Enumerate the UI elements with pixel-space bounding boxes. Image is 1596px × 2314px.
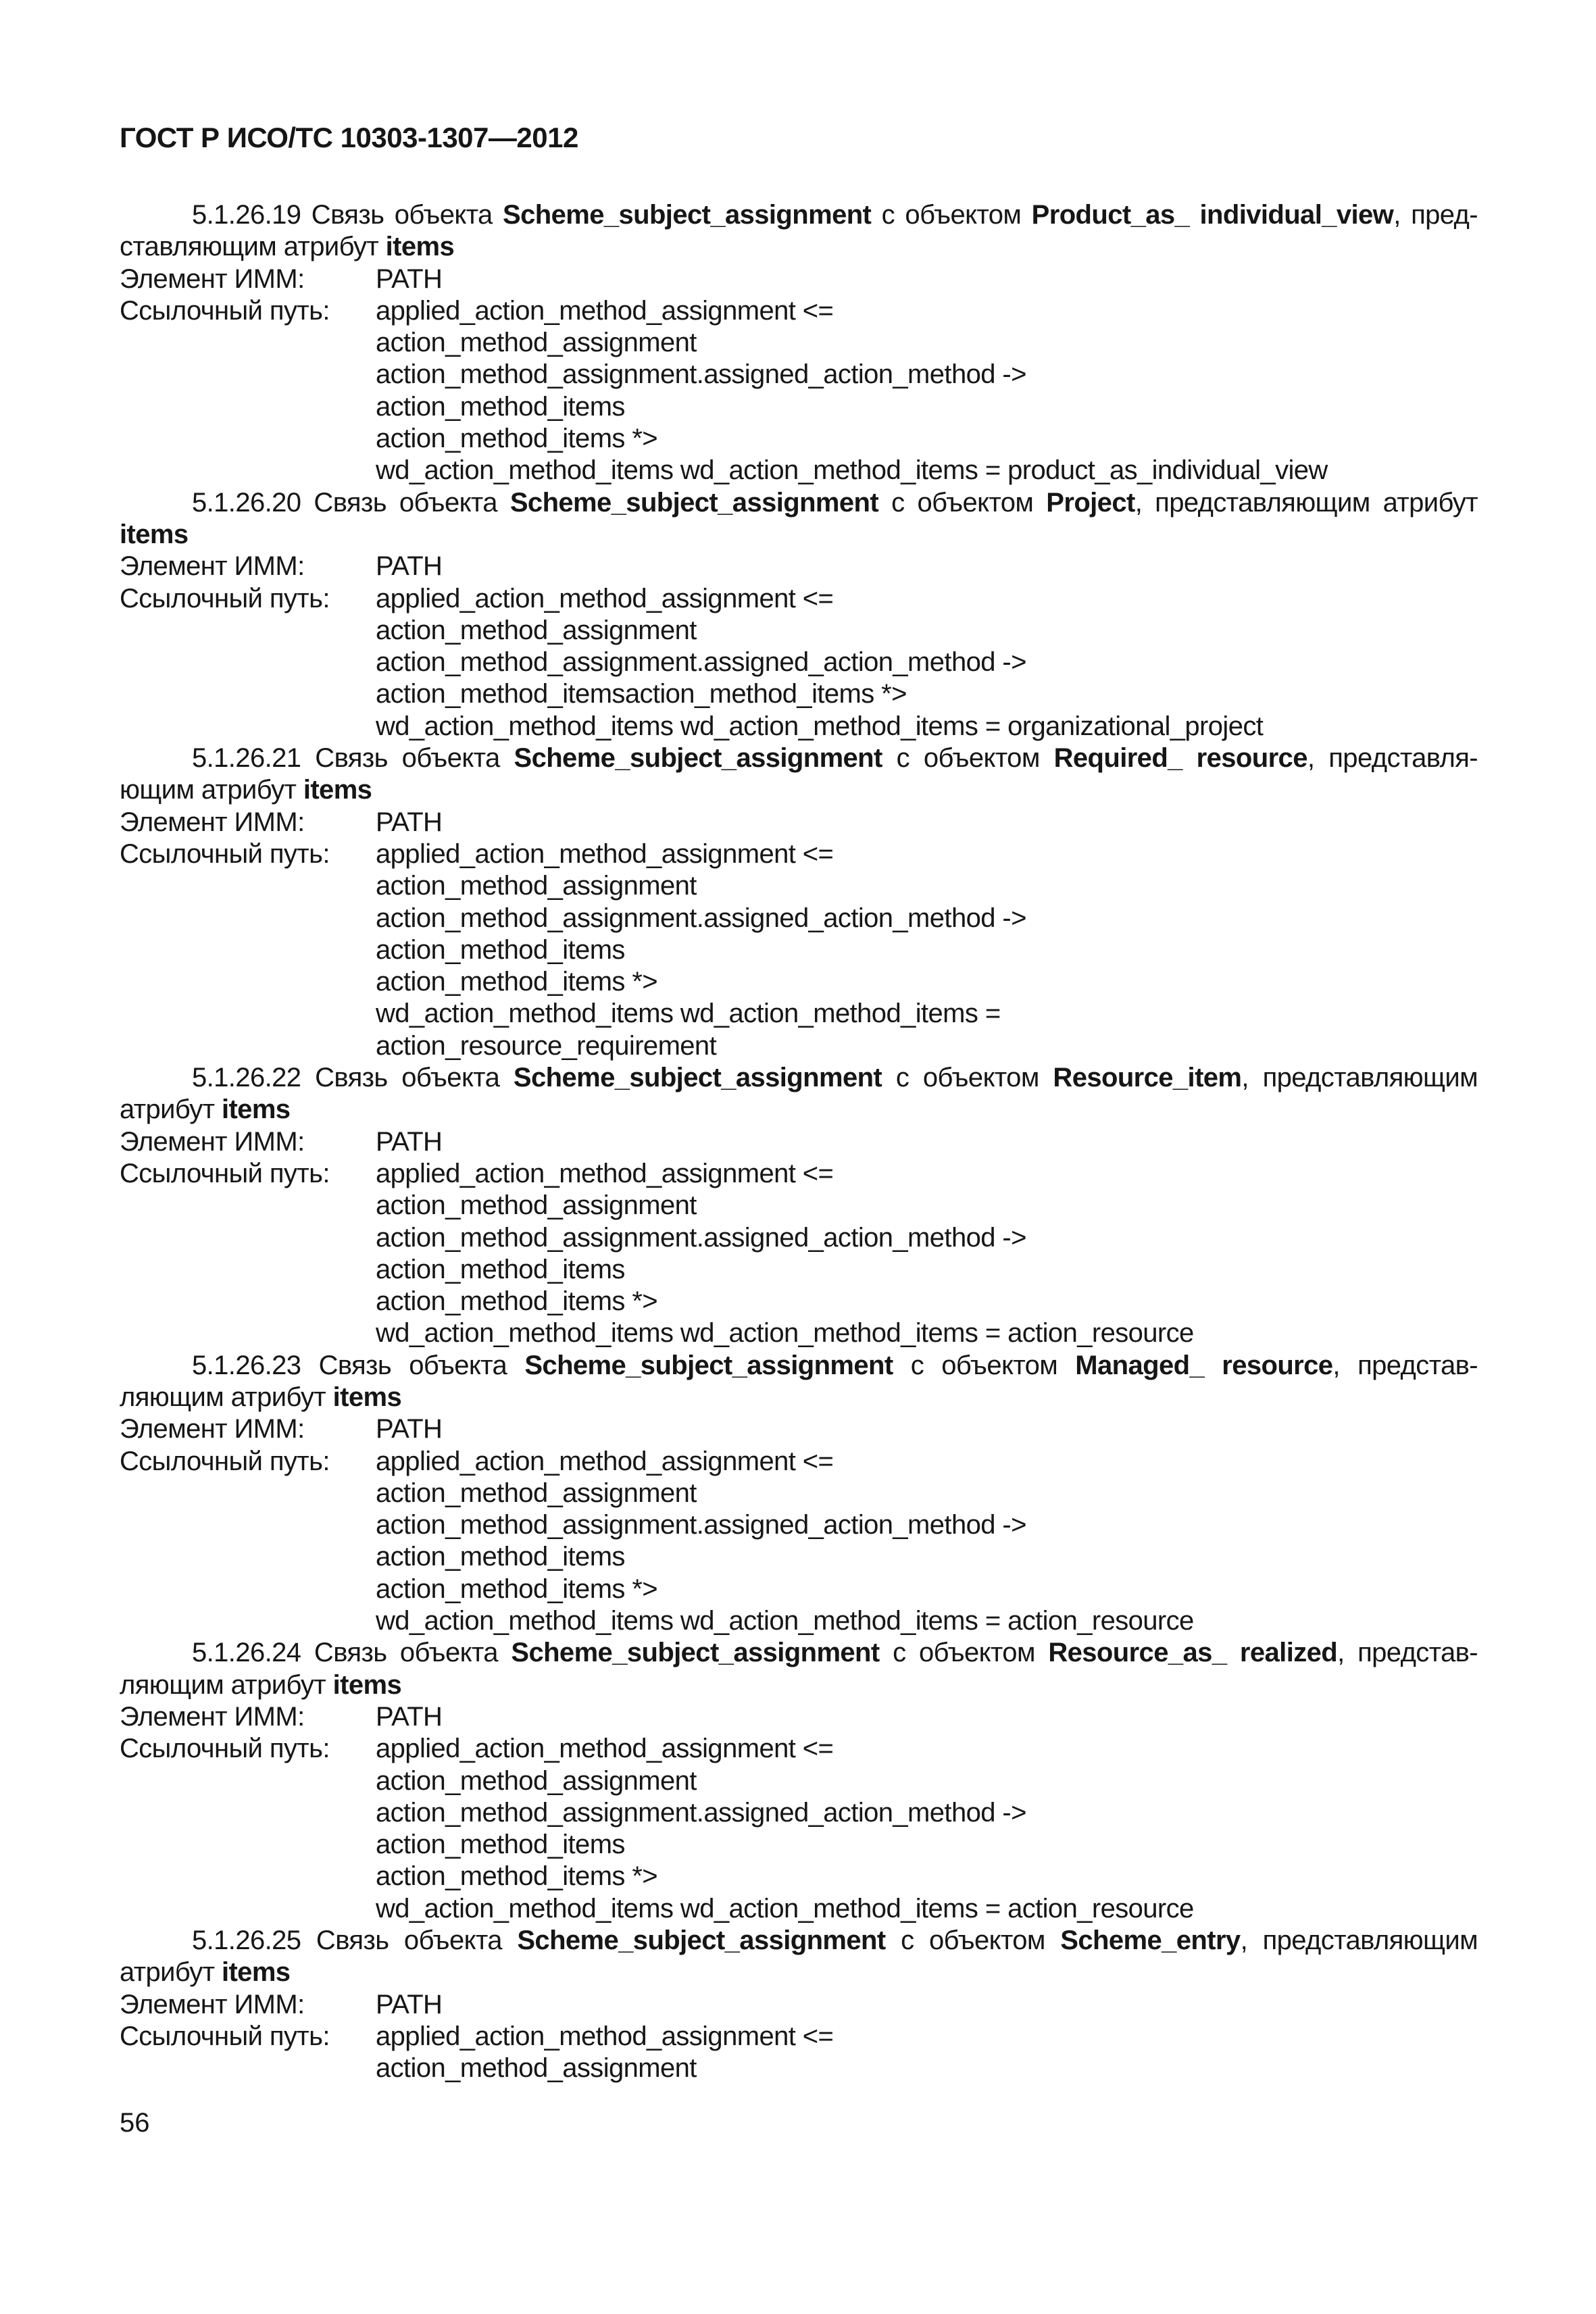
clause-text: атрибут [120,1957,222,1988]
clause-heading-line [120,1925,1478,1957]
reference-path-label: Ссылочный путь: [120,1734,330,1764]
reference-path-label: Ссылочный путь: [120,838,330,869]
clause-text: , представляющим атрибут [1134,487,1478,518]
reference-path-label: Ссылочный путь: [120,583,330,613]
clause-section [120,199,1478,487]
reference-path-line: action_method_items [376,934,625,965]
clause-heading-continuation [120,1669,1478,1701]
element-label: Элемент ИММ: [120,807,305,837]
reference-path-continuation [120,1317,1478,1349]
reference-path-continuation [120,1574,1478,1605]
element-value: PATH [376,807,443,837]
reference-path-line: action_method_items *> [376,1574,658,1604]
clause-number: 5.1.26.23 [192,1350,301,1380]
clause-heading-continuation [120,231,1478,263]
element-row [120,1126,1478,1158]
reference-path-line: action_method_items [376,1254,625,1284]
reference-path-line: action_method_items *> [376,967,658,997]
reference-path-label: Ссылочный путь: [120,1446,330,1476]
target-entity-name: Product_as_ individual_view [1031,200,1394,230]
reference-path-continuation [120,327,1478,359]
attribute-name: items [221,1957,291,1988]
reference-path-line: applied_action_method_assignment <= [376,1158,834,1188]
clause-section [120,1062,1478,1350]
entity-name: Scheme_subject_assignment [511,1638,880,1668]
clause-text: с объектом [885,1926,1061,1956]
reference-path-continuation [120,359,1478,391]
element-label: Элемент ИММ: [120,1701,305,1732]
element-row [120,1701,1478,1733]
clause-text: Связь объекта [301,1063,514,1093]
clause-heading-line [120,199,1478,231]
element-value: PATH [376,1989,443,2019]
clause-text: , представля- [1307,743,1478,774]
clause-heading-line [120,1062,1478,1094]
element-label: Элемент ИММ: [120,1126,305,1157]
reference-path-continuation [120,1861,1478,1892]
reference-path-line: applied_action_method_assignment <= [376,2021,834,2051]
entity-name: Scheme_subject_assignment [503,200,872,230]
reference-path-line: action_method_assignment [376,615,697,645]
entity-name: Scheme_subject_assignment [513,1063,882,1093]
clause-text: ющим атрибут [120,775,303,805]
clause-heading-continuation [120,1957,1478,1988]
reference-path-continuation [120,1222,1478,1254]
clause-text: с объектом [879,1638,1049,1668]
reference-path-line: wd_action_method_items wd_action_method_items = action_resource [376,1606,1194,1636]
element-row [120,1413,1478,1445]
clause-number: 5.1.26.19 [192,200,301,230]
reference-path-row [120,838,1478,870]
element-row [120,1989,1478,2021]
clause-text: ляющим атрибут [120,1382,333,1412]
target-entity-name: Project [1046,487,1135,518]
target-entity-name: Resource_item [1053,1063,1242,1093]
clause-number: 5.1.26.21 [192,743,301,774]
reference-path-line: action_method_assignment.assigned_action_method -> [376,903,1026,933]
entity-name: Scheme_subject_assignment [517,1926,886,1956]
clause-section [120,487,1478,743]
reference-path-line: applied_action_method_assignment <= [376,583,834,613]
clause-text: с объектом [878,487,1047,518]
reference-path-continuation [120,870,1478,902]
reference-path-line: action_method_assignment [376,1478,697,1508]
attribute-name: items [221,1095,291,1125]
clause-text: , пред- [1393,200,1478,230]
reference-path-line: action_method_items *> [376,424,658,454]
clause-heading-continuation [120,774,1478,806]
clause-text: атрибут [120,1095,222,1125]
clause-text: с объектом [871,200,1032,230]
clause-heading-continuation [120,1382,1478,1413]
clause-number: 5.1.26.24 [192,1638,301,1668]
clause-number: 5.1.26.20 [192,487,301,518]
element-value: PATH [376,1126,443,1157]
document-header: ГОСТ Р ИСО/ТС 10303-1307—2012 [120,122,578,153]
clause-section [120,1350,1478,1638]
reference-path-line: applied_action_method_assignment <= [376,295,834,326]
clause-text: , представляющим [1241,1063,1478,1093]
clause-text: с объектом [882,743,1054,774]
entity-name: Scheme_subject_assignment [514,743,882,774]
clause-heading-line [120,1637,1478,1669]
reference-path-row [120,295,1478,327]
target-entity-name: Resource_as_ realized [1048,1638,1338,1668]
reference-path-row [120,1446,1478,1478]
reference-path-line: action_method_assignment [376,1765,697,1796]
clause-text: Связь объекта [301,200,503,230]
reference-path-continuation [120,1509,1478,1541]
element-value: PATH [376,263,443,294]
reference-path-label: Ссылочный путь: [120,1158,330,1188]
reference-path-line: action_method_items [376,391,625,422]
reference-path-line: action_method_assignment.assigned_action_method -> [376,1797,1026,1828]
clause-text: с объектом [893,1350,1076,1380]
reference-path-continuation [120,1765,1478,1797]
clause-number: 5.1.26.22 [192,1063,301,1093]
reference-path-line: applied_action_method_assignment <= [376,838,834,869]
reference-path-continuation [120,903,1478,934]
reference-path-row [120,1733,1478,1765]
clause-text: Связь объекта [301,487,510,518]
reference-path-continuation [120,998,1478,1030]
reference-path-continuation [120,1254,1478,1286]
clause-text: , представ- [1337,1638,1478,1668]
attribute-name: items [303,775,372,805]
clause-heading-continuation [120,519,1478,551]
reference-path-continuation [120,455,1478,486]
reference-path-continuation [120,711,1478,743]
reference-path-continuation [120,1030,1478,1062]
reference-path-line: wd_action_method_items wd_action_method_items = action_resource [376,1893,1194,1923]
attribute-name: items [120,519,189,549]
clause-text: ставляющим атрибут [120,232,386,262]
reference-path-line: action_method_assignment [376,871,697,901]
reference-path-line: action_method_assignment [376,2053,697,2084]
clause-text: ляющим атрибут [120,1669,333,1700]
element-value: PATH [376,1701,443,1732]
reference-path-continuation [120,934,1478,966]
reference-path-line: action_method_itemsaction_method_items *> [376,679,907,709]
reference-path-line: action_method_assignment.assigned_action_method -> [376,359,1026,390]
element-row [120,807,1478,838]
target-entity-name: Scheme_entry [1060,1926,1241,1956]
reference-path-line: wd_action_method_items wd_action_method_items = action_resource [376,1318,1194,1349]
reference-path-line: action_resource_requirement [376,1030,717,1061]
reference-path-line: action_method_assignment.assigned_action_method -> [376,647,1026,678]
reference-path-continuation [120,423,1478,455]
reference-path-continuation [120,1190,1478,1222]
clause-heading-line [120,743,1478,774]
clause-number: 5.1.26.25 [192,1926,301,1956]
element-label: Элемент ИММ: [120,263,305,294]
element-row [120,551,1478,582]
clause-text: Связь объекта [301,743,514,774]
reference-path-line: action_method_assignment [376,1190,697,1221]
reference-path-line: action_method_assignment.assigned_action_method -> [376,1222,1026,1253]
clause-section [120,1637,1478,1925]
clause-heading-continuation [120,1094,1478,1126]
element-row [120,263,1478,295]
reference-path-line: applied_action_method_assignment <= [376,1734,834,1764]
target-entity-name: Managed_ resource [1075,1350,1333,1380]
reference-path-line: action_method_assignment.assigned_action_method -> [376,1510,1026,1540]
reference-path-line: wd_action_method_items wd_action_method_items = [376,999,1001,1029]
element-label: Элемент ИММ: [120,1414,305,1444]
entity-name: Scheme_subject_assignment [509,487,879,518]
reference-path-continuation [120,1286,1478,1317]
reference-path-continuation [120,1893,1478,1925]
reference-path-continuation [120,647,1478,678]
reference-path-continuation [120,966,1478,998]
clause-text: , представляющим [1240,1926,1478,1956]
clause-text: , представ- [1332,1350,1478,1380]
reference-path-row [120,1158,1478,1190]
reference-path-label: Ссылочный путь: [120,2021,330,2051]
reference-path-label: Ссылочный путь: [120,295,330,326]
clause-text: Связь объекта [301,1638,512,1668]
entity-name: Scheme_subject_assignment [524,1350,893,1380]
attribute-name: items [385,232,455,262]
reference-path-line: action_method_assignment [376,328,697,358]
reference-path-line: action_method_items *> [376,1861,658,1892]
reference-path-line: applied_action_method_assignment <= [376,1446,834,1476]
reference-path-row [120,2021,1478,2053]
clause-heading-line [120,487,1478,519]
reference-path-continuation [120,1541,1478,1573]
clause-text: с объектом [882,1063,1053,1093]
reference-path-continuation [120,678,1478,710]
reference-path-continuation [120,1797,1478,1829]
reference-path-continuation [120,1829,1478,1861]
document-body [120,199,1478,2085]
reference-path-line: action_method_items [376,1542,625,1572]
reference-path-row [120,583,1478,615]
reference-path-line: wd_action_method_items wd_action_method_items = organizational_project [376,711,1264,741]
attribute-name: items [332,1382,402,1412]
clause-text: Связь объекта [301,1926,518,1956]
reference-path-line: action_method_items [376,1830,625,1860]
clause-heading-line [120,1350,1478,1382]
reference-path-line: wd_action_method_items wd_action_method_items = product_as_individual_view [376,455,1328,486]
element-value: PATH [376,551,443,582]
element-label: Элемент ИММ: [120,1989,305,2019]
attribute-name: items [332,1669,402,1700]
reference-path-line: action_method_items *> [376,1286,658,1317]
clause-section [120,1925,1478,2084]
target-entity-name: Required_ resource [1053,743,1307,774]
reference-path-continuation [120,391,1478,423]
reference-path-continuation [120,615,1478,647]
element-label: Элемент ИММ: [120,551,305,582]
reference-path-continuation [120,2053,1478,2084]
clause-text: Связь объекта [301,1350,525,1380]
element-value: PATH [376,1414,443,1444]
reference-path-continuation [120,1478,1478,1509]
page-number: 56 [120,2108,150,2138]
clause-section [120,743,1478,1062]
reference-path-continuation [120,1605,1478,1637]
